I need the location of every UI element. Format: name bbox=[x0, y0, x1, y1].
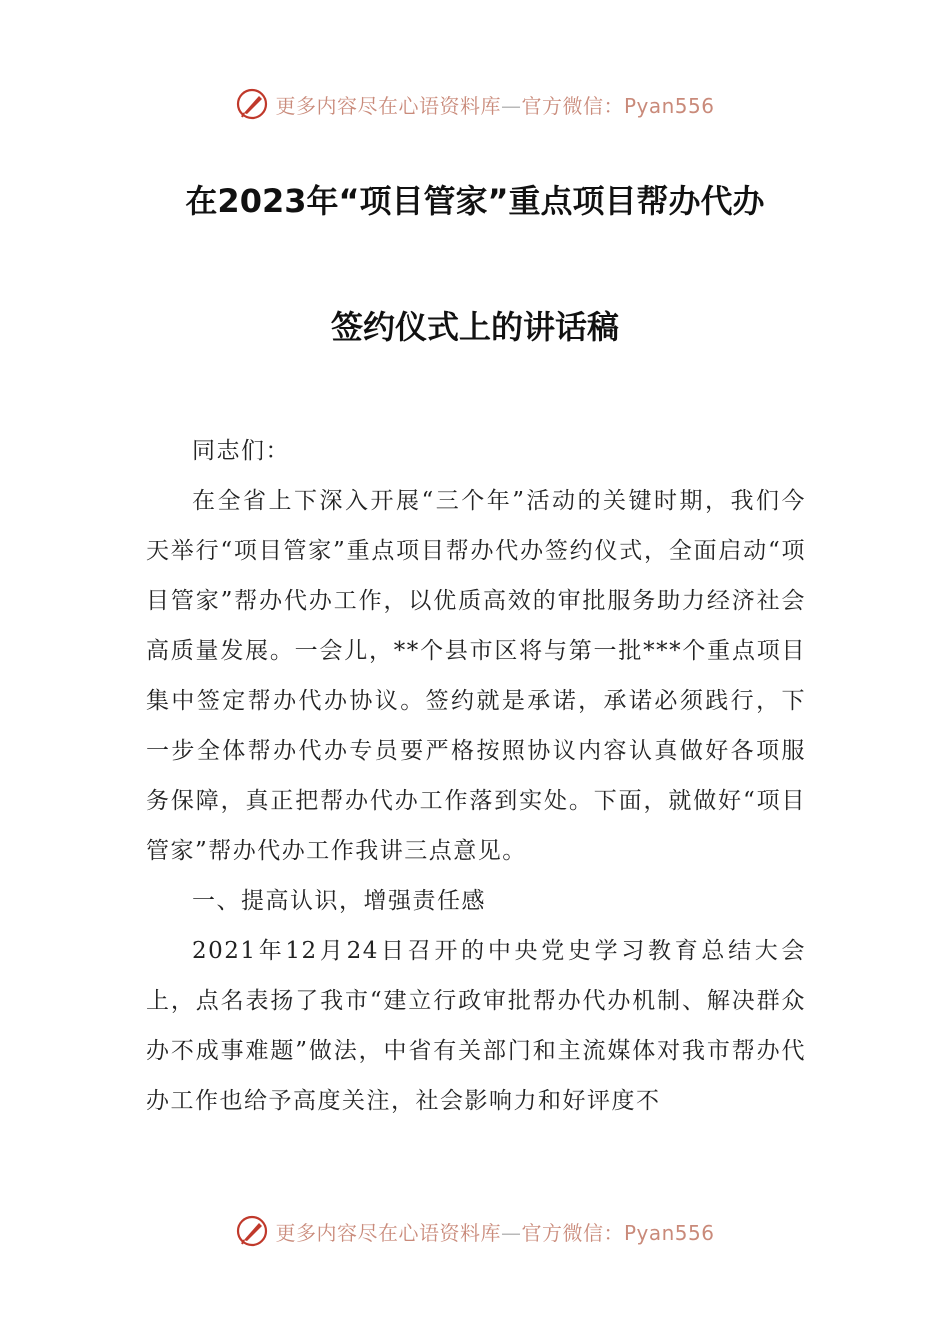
watermark-site: 更多内容尽在心语资料库 bbox=[275, 1220, 501, 1245]
document-body bbox=[146, 476, 806, 1126]
salutation: 同志们： bbox=[192, 438, 290, 464]
watermark-header bbox=[0, 84, 950, 124]
quill-logo-icon bbox=[235, 1214, 269, 1248]
watermark-dash: — bbox=[500, 1220, 522, 1245]
watermark-text bbox=[275, 1217, 714, 1246]
paragraph-section-1: 2021年12月24日召开的中央党史学习教育总结大会上，点名表扬了我市“建立行政审批帮办代办机制、解决群众办不成事难题”做法，中省有关部门和主流媒体对我市帮办代办工作也给予高度关注，社会影响力和好评度不 bbox=[146, 938, 806, 1114]
section-heading-1: 一、提高认识，增强责任感 bbox=[192, 888, 486, 914]
document-title-line1: 在2023年“项目管家”重点项目帮办代办 bbox=[185, 182, 765, 220]
watermark-contact: 官方微信：Pyan556 bbox=[521, 93, 715, 118]
watermark-dash: — bbox=[500, 93, 522, 118]
watermark-site: 更多内容尽在心语资料库 bbox=[275, 93, 501, 118]
document-title-line2: 签约仪式上的讲话稿 bbox=[330, 308, 619, 346]
watermark-footer bbox=[0, 1211, 950, 1251]
paragraph-intro: 在全省上下深入开展“三个年”活动的关键时期，我们今天举行“项目管家”重点项目帮办代办签约仪式，全面启动“项目管家”帮办代办工作，以优质高效的审批服务助力经济社会高质量发展。一会儿，**个县市区将与第一批***个重点项目集中签定帮办代办协议。签约就是承诺，承诺必须践行，下一步全体帮办代办专员要严格按照协议内容认真做好各项服务保障，真正把帮办代办工作落到实处。下面，就做好“项目管家”帮办代办工作我讲三点意见。 bbox=[146, 488, 806, 864]
quill-logo-icon bbox=[235, 87, 269, 121]
salutation-block bbox=[146, 426, 806, 476]
watermark-contact: 官方微信：Pyan556 bbox=[521, 1220, 715, 1245]
watermark-text bbox=[275, 90, 714, 119]
